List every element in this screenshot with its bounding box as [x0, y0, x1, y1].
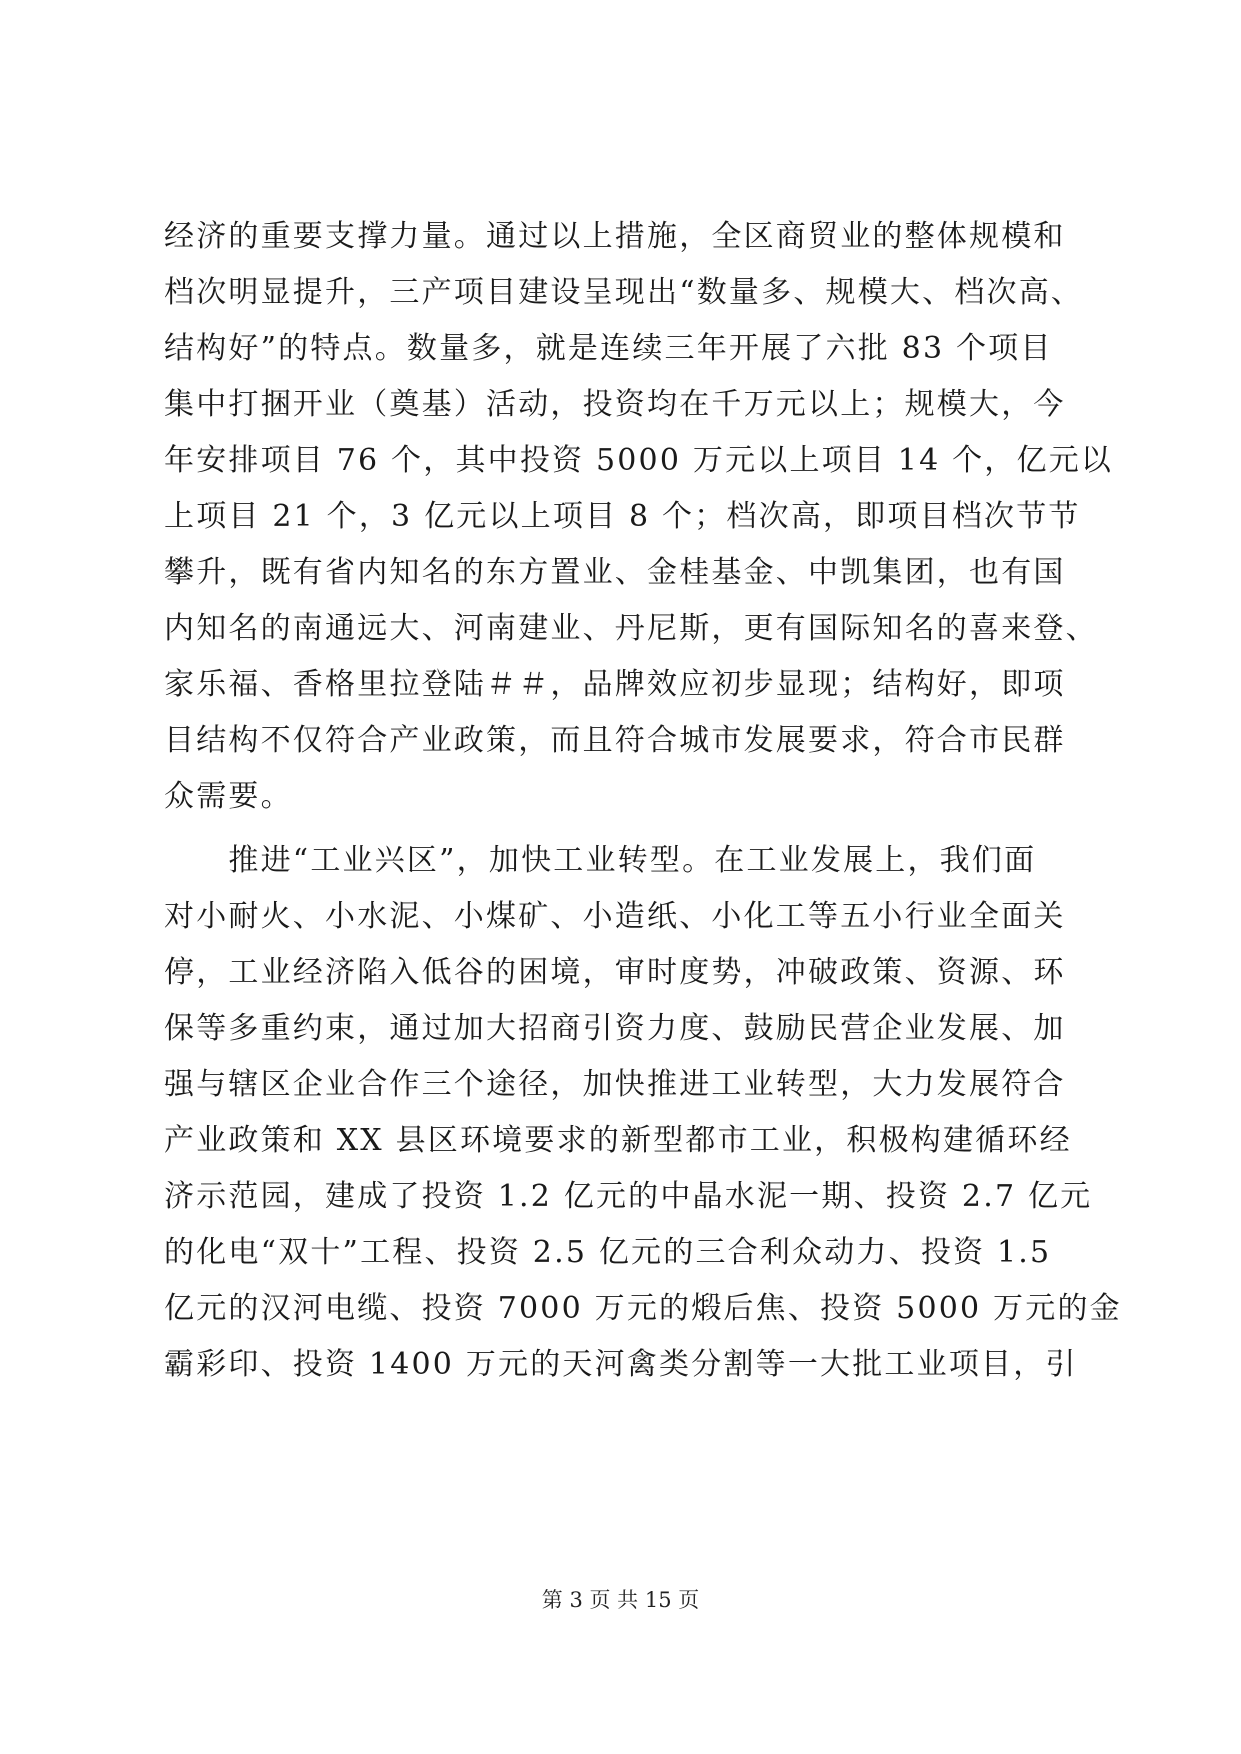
text-line: 推进“工业兴区”，加快工业转型。在工业发展上，我们面	[164, 843, 1037, 878]
text-line: 档次明显提升，三产项目建设呈现出“数量多、规模大、档次高、	[164, 275, 1084, 310]
text-line: 对小耐火、小水泥、小煤矿、小造纸、小化工等五小行业全面关	[164, 899, 1066, 934]
text-line: 保等多重约束，通过加大招商引资力度、鼓励民营企业发展、加	[164, 1011, 1066, 1046]
page-footer: 第 3 页 共 15 页	[541, 1588, 700, 1612]
text-line: 产业政策和 XX 县区环境要求的新型都市工业，积极构建循环经	[164, 1123, 1072, 1158]
text-line: 经济的重要支撑力量。通过以上措施，全区商贸业的整体规模和	[164, 219, 1066, 254]
text-line: 年安排项目 76 个，其中投资 5000 万元以上项目 14 个，亿元以	[164, 443, 1114, 478]
text-line: 结构好”的特点。数量多，就是连续三年开展了六批 83 个项目	[164, 331, 1053, 366]
text-line: 亿元的汉河电缆、投资 7000 万元的煅后焦、投资 5000 万元的金	[164, 1291, 1122, 1326]
text-line: 集中打捆开业（奠基）活动，投资均在千万元以上；规模大，今	[164, 387, 1066, 422]
text-line: 的化电“双十”工程、投资 2.5 亿元的三合利众动力、投资 1.5	[164, 1235, 1052, 1270]
text-line: 内知名的南通远大、河南建业、丹尼斯，更有国际知名的喜来登、	[164, 611, 1098, 646]
text-line: 停，工业经济陷入低谷的困境，审时度势，冲破政策、资源、环	[164, 955, 1066, 990]
text-line: 上项目 21 个，3 亿元以上项目 8 个；档次高，即项目档次节节	[164, 499, 1081, 534]
text-line: 攀升，既有省内知名的东方置业、金桂基金、中凯集团，也有国	[164, 555, 1066, 590]
text-line: 强与辖区企业合作三个途径，加快推进工业转型，大力发展符合	[164, 1067, 1066, 1102]
text-line: 众需要。	[164, 779, 293, 814]
text-line: 霸彩印、投资 1400 万元的天河禽类分割等一大批工业项目，引	[164, 1347, 1078, 1382]
text-line: 济示范园，建成了投资 1.2 亿元的中晶水泥一期、投资 2.7 亿元	[164, 1179, 1093, 1214]
text-line: 目结构不仅符合产业政策，而且符合城市发展要求，符合市民群	[164, 723, 1066, 758]
text-line: 家乐福、香格里拉登陆＃＃，品牌效应初步显现；结构好，即项	[164, 667, 1066, 702]
